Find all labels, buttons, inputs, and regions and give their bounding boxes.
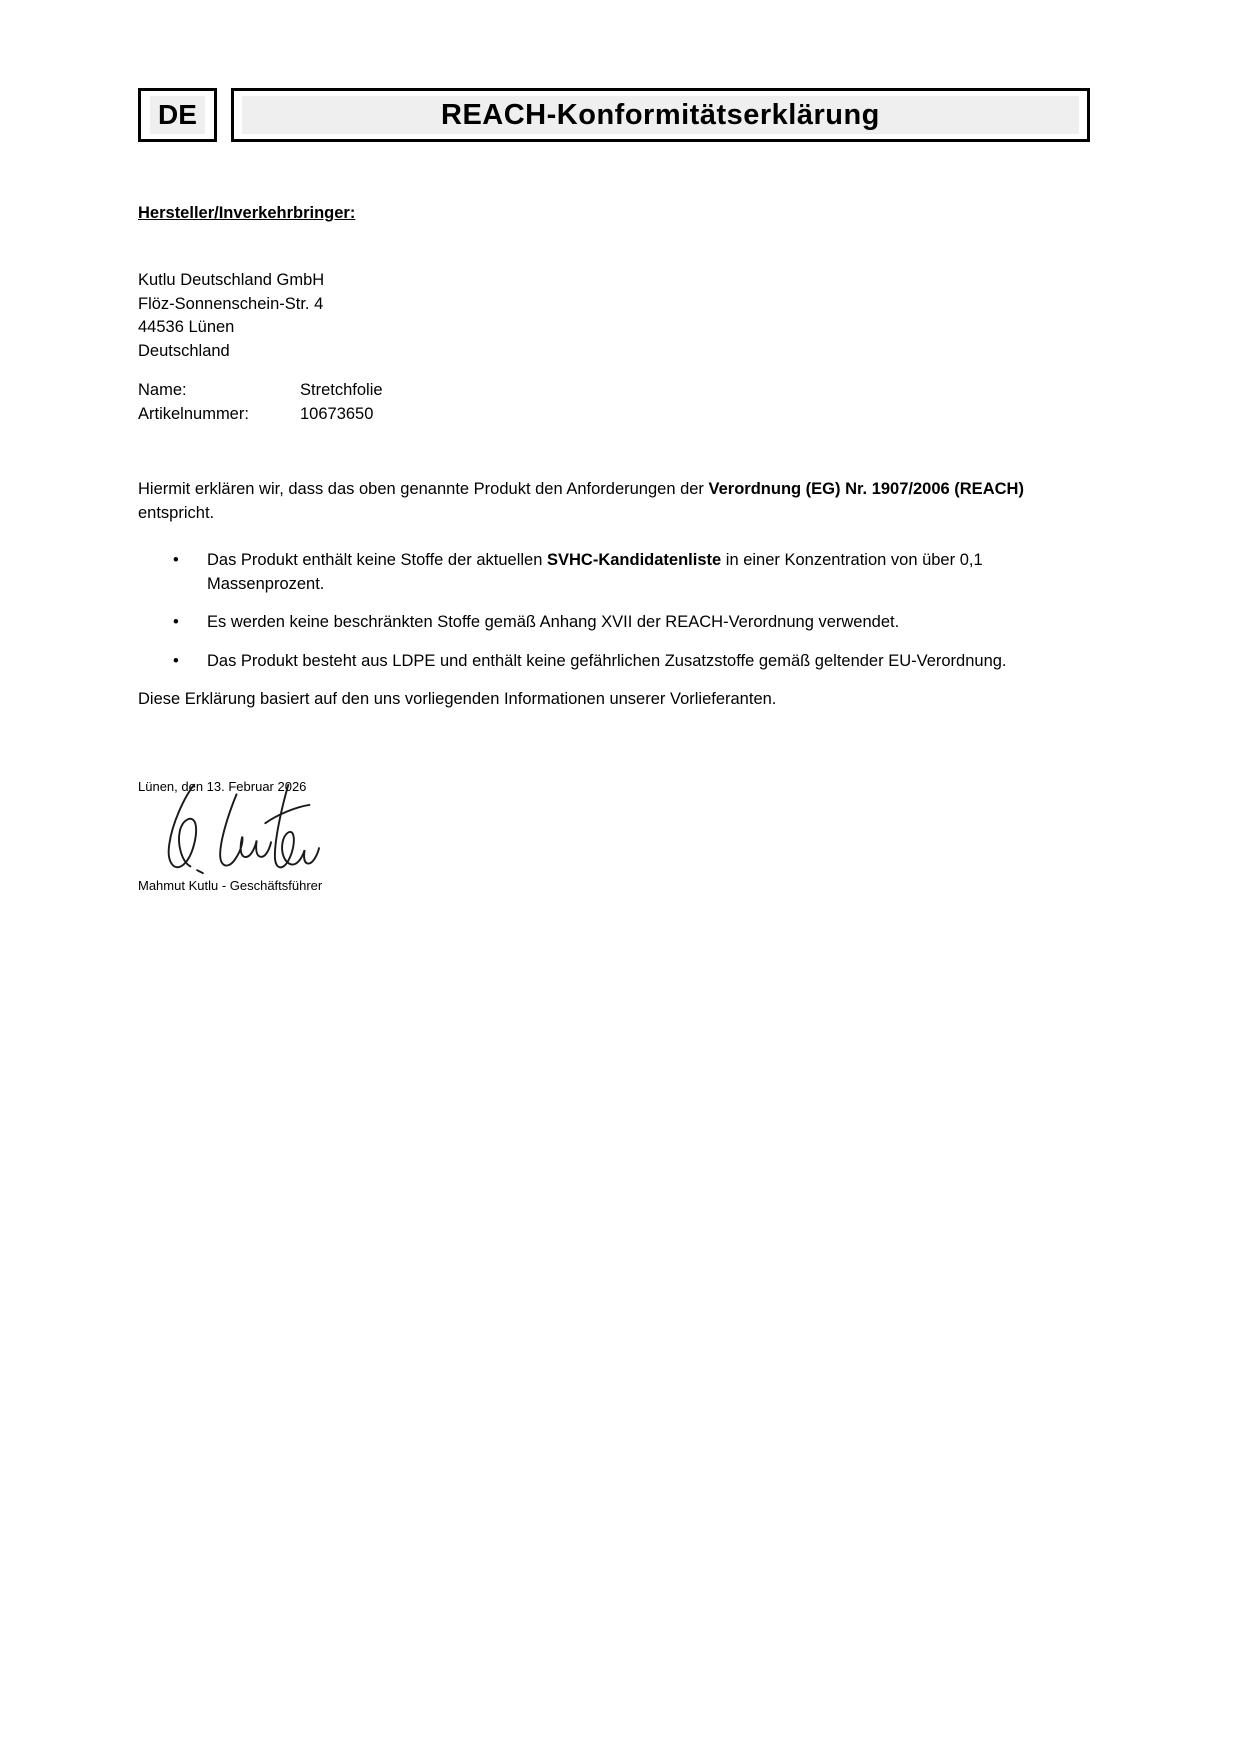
language-code-label: DE: [150, 96, 205, 134]
article-number-label: Artikelnummer:: [138, 404, 249, 423]
article-number-row: [138, 403, 1090, 427]
document-header: [138, 88, 1090, 142]
address-line-company: Kutlu Deutschland GmbH: [138, 271, 325, 289]
document-title: REACH-Konformitätserklärung: [242, 96, 1079, 134]
closing-statement: Diese Erklärung basiert auf den uns vorliegenden Informationen unserer Vorlieferanten.: [138, 690, 777, 708]
manufacturer-heading: Hersteller/Inverkehrbringer:: [138, 204, 356, 222]
product-name-value: Stretchfolie: [300, 381, 383, 399]
address-line-country: Deutschland: [138, 341, 230, 360]
declaration-intro-regulation: Verordnung (EG) Nr. 1907/2006 (REACH): [708, 480, 1024, 498]
declaration-bullet-list: [138, 549, 1090, 673]
bullet-text-bold: SVHC-Kandidatenliste: [547, 551, 722, 569]
product-name-label: Name:: [138, 381, 187, 399]
product-name-row: [138, 379, 1090, 403]
bullet-text: [207, 650, 1090, 674]
bullet-text: [207, 611, 1090, 635]
bullet-dot-icon: •: [173, 551, 179, 569]
bullet-dot-icon: •: [173, 613, 179, 631]
bullet-item-svhc: [138, 549, 1090, 596]
place-date: Lünen, den 13. Februar 2026: [138, 778, 307, 794]
article-number-value: 10673650: [300, 404, 374, 423]
bullet-item-annex-xvii: [138, 611, 1090, 635]
declaration-intro-post: entspricht.: [138, 503, 215, 522]
bullet-text-pre: Das Produkt enthält keine Stoffe der aktuellen: [207, 551, 547, 569]
bullet-item-ldpe: [138, 650, 1090, 674]
address-block: [138, 269, 1090, 363]
address-line-street: Flöz-Sonnenschein-Str. 4: [138, 294, 324, 313]
bullet-text-post: in einer Konzentration von über 0,1 Massenprozent.: [207, 551, 983, 593]
signoff-block: [138, 778, 1090, 894]
bullet-text-pre: Das Produkt besteht aus LDPE und enthält keine gefährlichen Zusatzstoffe gemäß geltender EU-Verordnung.: [207, 651, 1007, 670]
declaration-intro: [138, 478, 1090, 525]
product-info: [138, 379, 1090, 426]
address-line-city: 44536 Lünen: [138, 318, 235, 336]
title-box: [231, 88, 1090, 142]
declaration-intro-pre: Hiermit erklären wir, dass das oben genannte Produkt den Anforderungen der: [138, 480, 709, 498]
bullet-dot-icon: •: [173, 651, 179, 670]
bullet-text-pre: Es werden keine beschränkten Stoffe gemäß Anhang XVII der REACH-Verordnung verwendet.: [207, 613, 900, 631]
language-box: [138, 88, 217, 142]
bullet-text: [207, 549, 1090, 596]
signer-name: Mahmut Kutlu - Geschäftsführer: [138, 877, 323, 893]
signature-image: [148, 779, 1090, 875]
